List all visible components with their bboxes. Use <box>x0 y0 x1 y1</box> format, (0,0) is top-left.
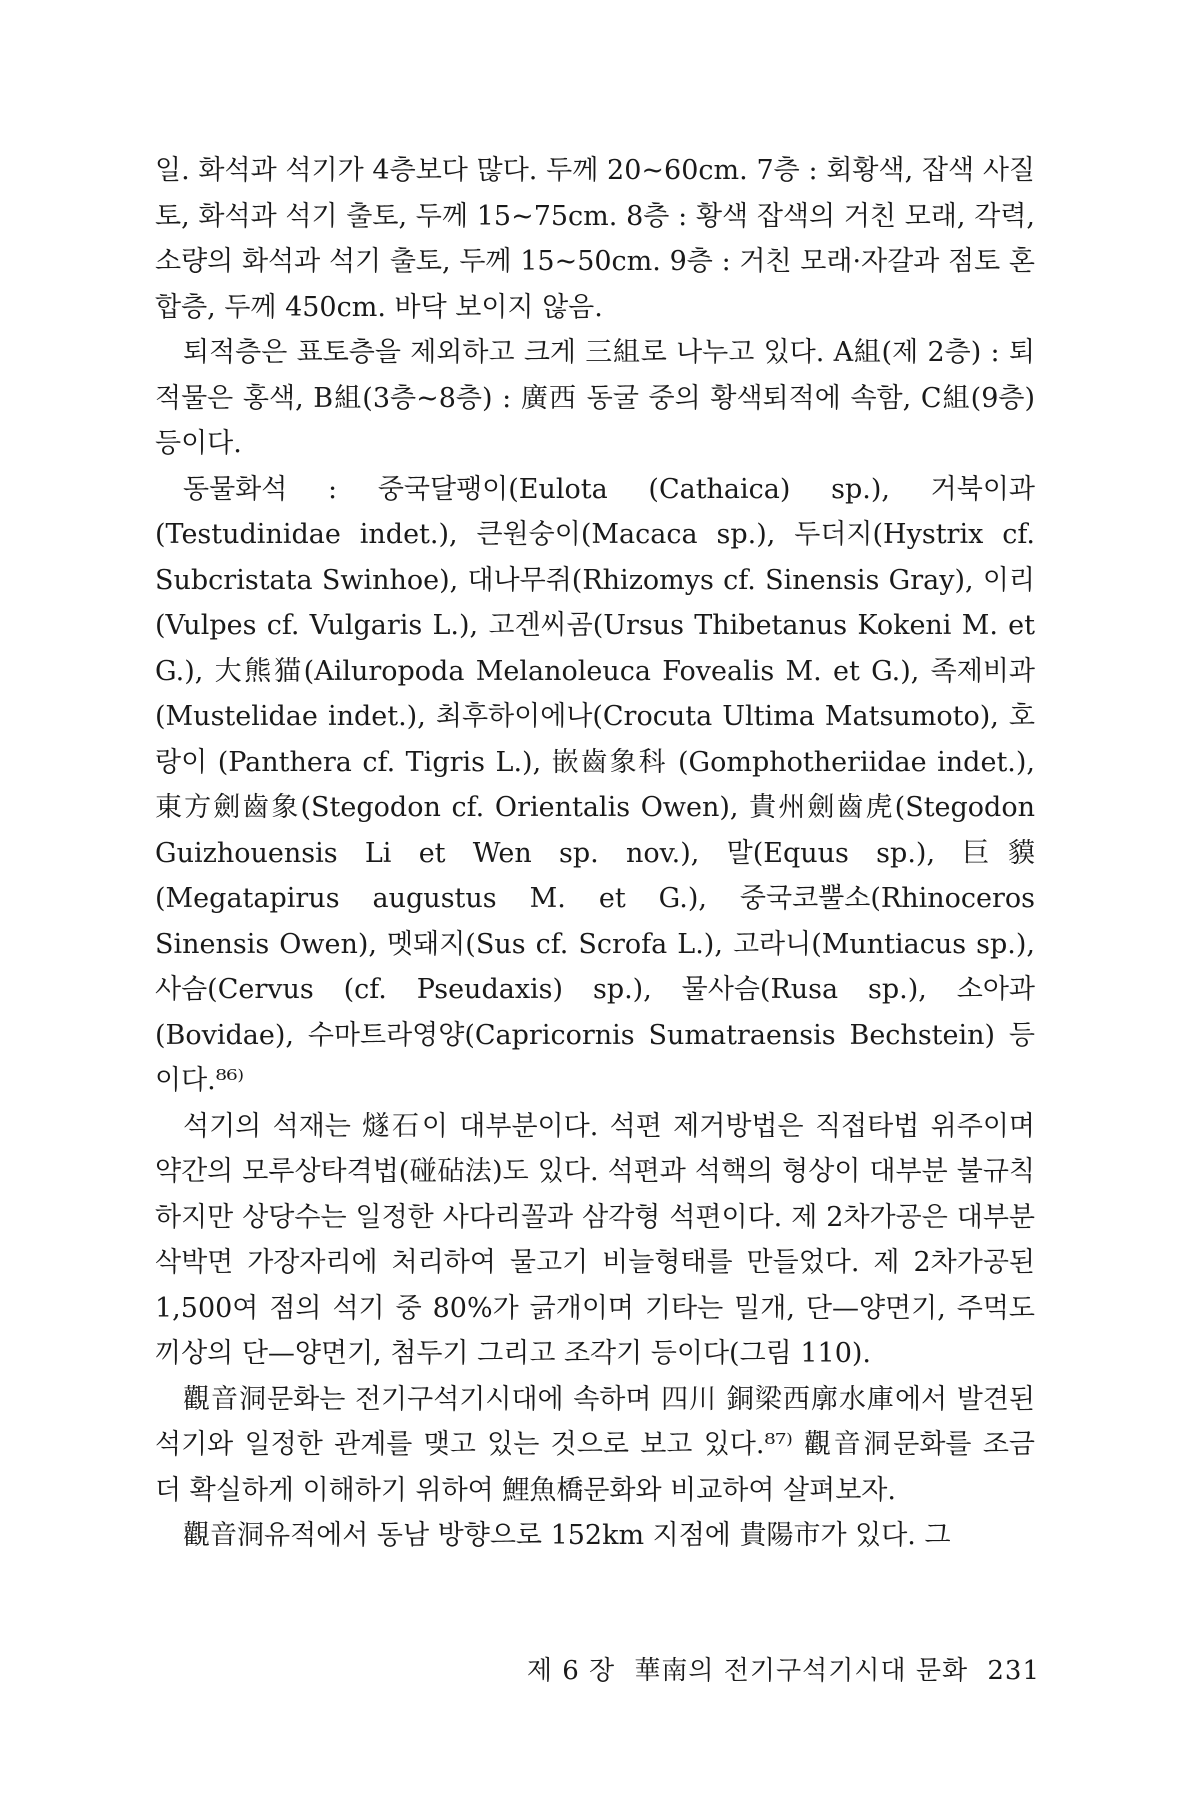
page-footer <box>0 1650 1040 1687</box>
body-text <box>155 148 1035 1559</box>
paragraph-deposit-groups: 퇴적층은 표토층을 제외하고 크게 三組로 나누고 있다. A組(제 2층) : 퇴적물은 홍색, B組(3층~8층) : 廣西 동굴 중의 황색퇴적에 속함, C組(9층) 등이다. <box>155 337 1035 459</box>
paragraph-strata-description: 일. 화석과 석기가 4층보다 많다. 두께 20~60cm. 7층 : 회황색, 잡색 사질토, 화석과 석기 출토, 두께 15~75cm. 8층 : 황색 잡색의 거친 모래, 각력, 소량의 화석과 석기 출토, 두께 15~50cm. 9층 : 거친 모래·자갈과 점토 혼합층, 두께 450cm. 바닥 보이지 않음. <box>155 155 1035 323</box>
footer-chapter-title: 華南의 전기구석기시대 문화 <box>634 1656 969 1686</box>
paragraph-guanyindong-culture: 觀音洞문화는 전기구석기시대에 속하며 四川 銅梁西廓水庫에서 발견된 석기와 일정한 관계를 맺고 있는 것으로 보고 있다.⁸⁷⁾ 觀音洞문화를 조금 더 확실하게 이해하기 위하여 鯉魚橋문화와 비교하여 살펴보자. <box>155 1383 1035 1506</box>
paragraph-site-location: 觀音洞유적에서 동남 방향으로 152km 지점에 貴陽市가 있다. 그 <box>183 1520 951 1551</box>
page-number: 231 <box>987 1656 1040 1686</box>
paragraph-stone-tools: 석기의 석재는 燧石이 대부분이다. 석편 제거방법은 직접타법 위주이며 약간의 모루상타격법(碰砧法)도 있다. 석편과 석핵의 형상이 대부분 불규칙하지만 상당수는 일정한 사다리꼴과 삼각형 석편이다. 제 2차가공은 대부분 삭박면 가장자리에 처리하여 물고기 비늘형태를 만들었다. 제 2차가공된 1,500여 점의 석기 중 80%가 긁개이며 기타는 밀개, 단—양면기, 주먹도끼상의 단—양면기, 첨두기 그리고 조각기 등이다(그림 110). <box>155 1110 1035 1369</box>
footer-chapter: 제 6 장 <box>526 1656 616 1686</box>
paragraph-animal-fossils: 동물화석 : 중국달팽이(Eulota (Cathaica) sp.), 거북이과(Testudinidae indet.), 큰원숭이(Macaca sp.), 두더지(Hystrix cf. Subcristata Swinhoe), 대나무쥐(Rhizomys cf. Sinensis Gray), 이리(Vulpes cf. Vulgaris L.), 고겐씨곰(Ursus Thibetanus Kokeni M. et G.), 大熊猫(Ailuropoda Melanoleuca Fovealis M. et G.), 족제비과(Mustelidae indet.), 최후하이에나(Crocuta Ultima Matsumoto), 호랑이 (Panthera cf. Tigris L.), 嵌齒象科 (Gomphotheriidae indet.), 東方劍齒象(Stegodon cf. Orientalis Owen), 貴州劍齒虎(Stegodon Guizhouensis Li et Wen sp. nov.), 말(Equus sp.), 巨貘(Megatapirus augustus M. et G.), 중국코뿔소(Rhinoceros Sinensis Owen), 멧돼지(Sus cf. Scrofa L.), 고라니(Muntiacus sp.), 사슴(Cervus (cf. Pseudaxis) sp.), 물사슴(Rusa sp.), 소아과(Bovidae), 수마트라영양(Capricornis Sumatraensis Bechstein) 등이다.⁸⁶⁾ <box>155 473 1035 1096</box>
